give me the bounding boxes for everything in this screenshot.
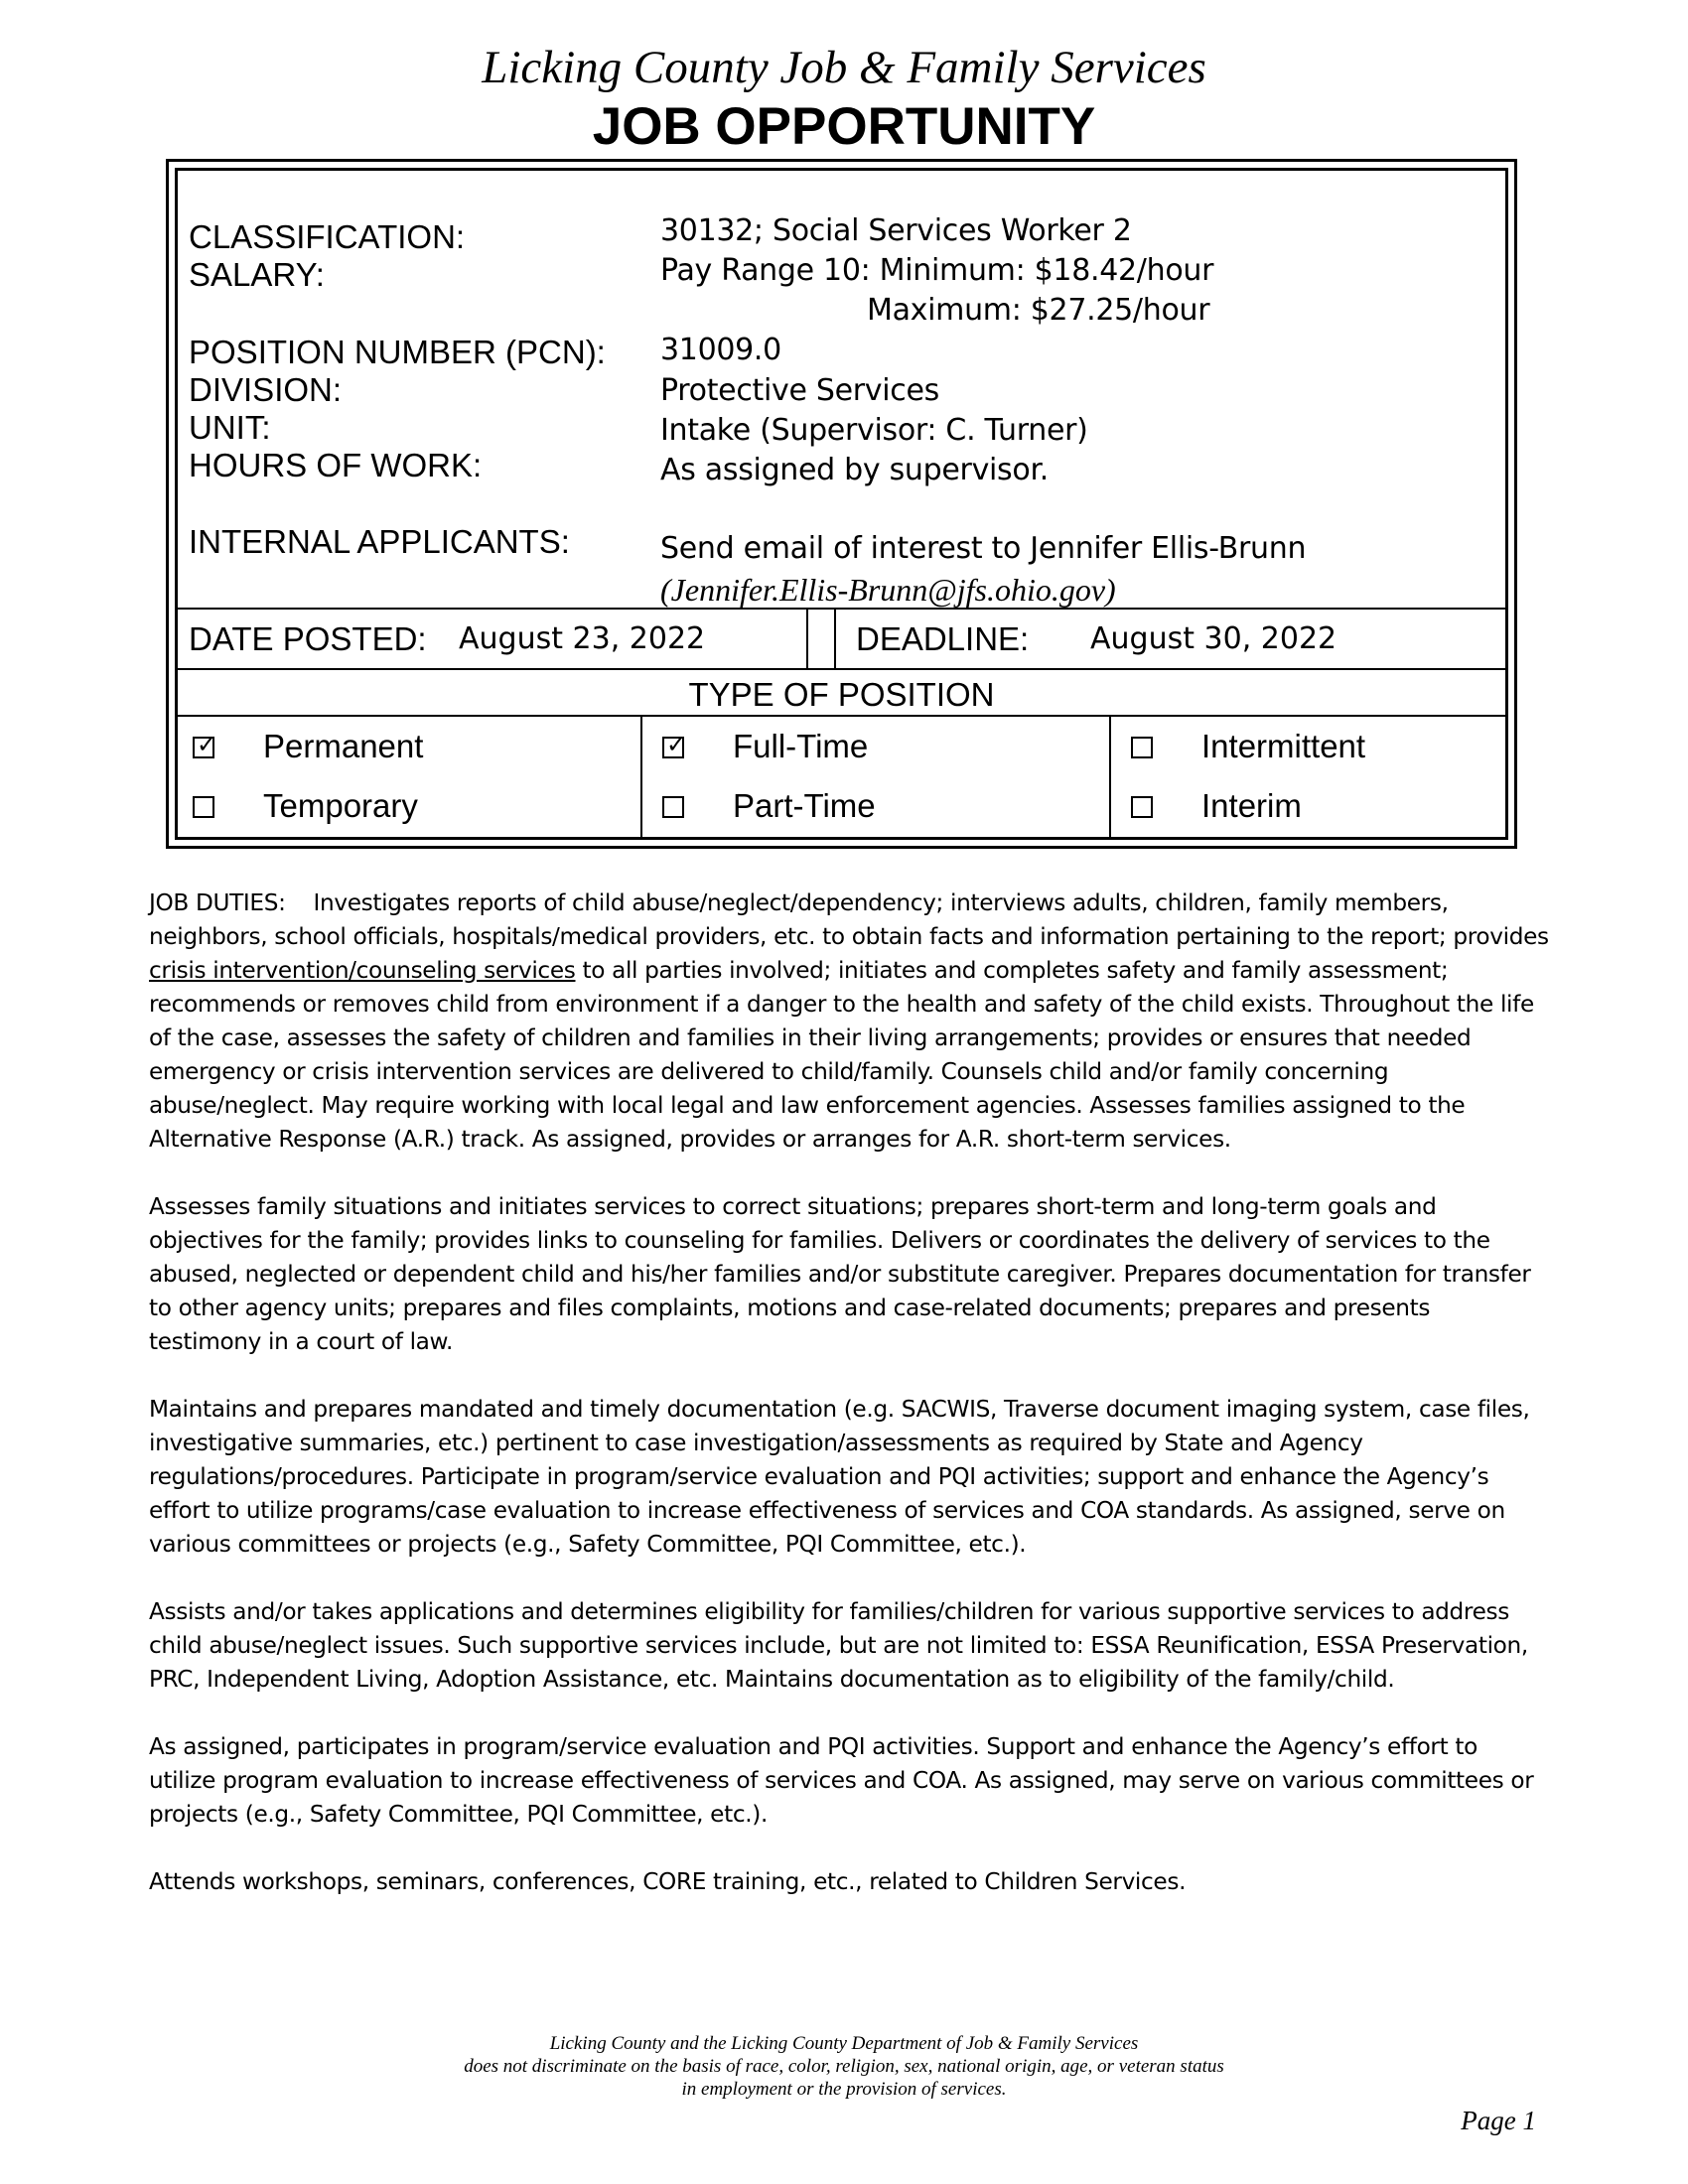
part-time-checkbox[interactable] <box>662 796 684 818</box>
footer-line-2: does not discriminate on the basis of race, color, religion, sex, national origin, age, or veteran status <box>464 2056 1224 2077</box>
duties-paragraph-1 <box>149 887 1549 1157</box>
deadline-label: DEADLINE: <box>856 620 1030 657</box>
internal-applicants-label: INTERNAL APPLICANTS: <box>189 523 570 560</box>
interim-option-label: Interim <box>1201 787 1302 824</box>
temporary-option-label: Temporary <box>263 787 418 824</box>
duties-text-1b: to all parties involved; initiates and completes safety and family assessment; recommends or removes child from environment if a danger to the health and safety of the child exists. Throughout the life of the case, assesses the safety of children and families in their living arrangements; provides or ensures that needed emergency or crisis intervention services are delivered to child/family. Counsels child and/or family concerning abuse/neglect. May require working with local legal and law enforcement agencies. Assesses families assigned to the Alternative Response (A.R.) track. As assigned, provides or arranges for A.R. short-term services. <box>149 957 1534 1153</box>
job-duties-label: JOB DUTIES: <box>149 889 286 916</box>
footer-line-1: Licking County and the Licking County Department of Job & Family Services <box>549 2033 1139 2054</box>
divider-options-col2 <box>1109 715 1111 838</box>
hours-value: As assigned by supervisor. <box>660 453 1049 487</box>
nondiscrimination-notice <box>0 2032 1688 2101</box>
classification-label: CLASSIFICATION: <box>189 218 466 255</box>
full-time-checkbox[interactable] <box>662 731 687 758</box>
duties-text-1a: Investigates reports of child abuse/neglect/dependency; interviews adults, children, family members, neighbors, school officials, hospitals/medical providers, etc. to obtain facts and information pertaining to the report; provides <box>149 889 1549 950</box>
job-description <box>149 887 1549 1933</box>
permanent-checkbox[interactable] <box>193 731 217 758</box>
permanent-option-label: Permanent <box>263 728 424 764</box>
temporary-checkbox[interactable] <box>193 796 214 818</box>
checkmark-icon: ✓ <box>666 731 687 758</box>
duties-paragraph-6: Attends workshops, seminars, conferences, CORE training, etc., related to Children Services. <box>149 1868 1187 1895</box>
duties-paragraph-2: Assesses family situations and initiates services to correct situations; prepares short-term and long-term goals and objectives for the family; provides links to counseling for families. Delivers or coordinates the delivery of services to the abused, neglected or dependent child and his/her families and/or substitute caregiver. Prepares documentation for transfer to other agency units; prepares and files complaints, motions and case-related documents; prepares and presents testimony in a court of law. <box>149 1193 1531 1355</box>
pcn-value: 31009.0 <box>660 333 781 367</box>
divider-dates-right <box>834 608 836 668</box>
document-title: JOB OPPORTUNITY <box>592 97 1096 156</box>
duties-paragraph-4: Assists and/or takes applications and determines eligibility for families/children for various supportive services to address child abuse/neglect issues. Such supportive services include, but are not limited to: ESSA Reunification, ESSA Preservation, PRC, Independent Living, Adoption Assistance, etc. Maintains documentation as to eligibility of the family/child. <box>149 1598 1528 1693</box>
intermittent-option-label: Intermittent <box>1201 728 1366 764</box>
duties-paragraph-3: Maintains and prepares mandated and timely documentation (e.g. SACWIS, Traverse document imaging system, case files, investigative summaries, etc.) pertinent to case investigation/assessments as required by State and Agency regulations/procedures. Participate in program/service evaluation and PQI activities; support and enhance the Agency’s effort to utilize programs/case evaluation to increase effectiveness of services and COA standards. As assigned, serve on various committees or projects (e.g., Safety Committee, PQI Committee, etc.). <box>149 1396 1530 1558</box>
divider-type-top <box>178 668 1505 670</box>
pcn-label: POSITION NUMBER (PCN): <box>189 334 606 370</box>
intermittent-checkbox[interactable] <box>1131 737 1153 758</box>
divider-options-col1 <box>640 715 642 838</box>
salary-maximum: Maximum: $27.25/hour <box>867 293 1210 328</box>
divider-dates-top <box>178 608 1505 610</box>
checkmark-icon: ✓ <box>197 731 217 758</box>
hours-label: HOURS OF WORK: <box>189 447 483 483</box>
divider-options-top <box>178 715 1505 717</box>
classification-value: 30132; Social Services Worker 2 <box>660 213 1132 248</box>
unit-label: UNIT: <box>189 409 271 446</box>
date-posted-label: DATE POSTED: <box>189 620 427 657</box>
crisis-services-underlined: crisis intervention/counseling services <box>149 957 576 984</box>
division-value: Protective Services <box>660 373 939 408</box>
duties-paragraph-5: As assigned, participates in program/service evaluation and PQI activities. Support and enhance the Agency’s effort to utilize program evaluation to increase effectiveness of services and COA. As assigned, may serve on various committees or projects (e.g., Safety Committee, PQI Committee, etc.). <box>149 1733 1534 1828</box>
page-number: Page 1 <box>1461 2106 1536 2135</box>
interim-checkbox[interactable] <box>1131 796 1153 818</box>
deadline-value: August 30, 2022 <box>1090 621 1337 656</box>
unit-value: Intake (Supervisor: C. Turner) <box>660 413 1088 448</box>
organization-title: Licking County Job & Family Services <box>482 42 1206 93</box>
type-of-position-header: TYPE OF POSITION <box>688 676 995 713</box>
full-time-option-label: Full-Time <box>733 728 869 764</box>
footer-line-3: in employment or the provision of services. <box>681 2079 1007 2100</box>
internal-applicants-value: Send email of interest to Jennifer Ellis-Brunn <box>660 531 1307 566</box>
part-time-option-label: Part-Time <box>733 787 876 824</box>
contact-email: (Jennifer.Ellis-Brunn@jfs.ohio.gov) <box>660 572 1116 608</box>
salary-label: SALARY: <box>189 256 325 293</box>
date-posted-value: August 23, 2022 <box>459 621 706 656</box>
divider-dates-left <box>806 608 808 668</box>
division-label: DIVISION: <box>189 371 343 408</box>
salary-minimum: Pay Range 10: Minimum: $18.42/hour <box>660 253 1214 288</box>
